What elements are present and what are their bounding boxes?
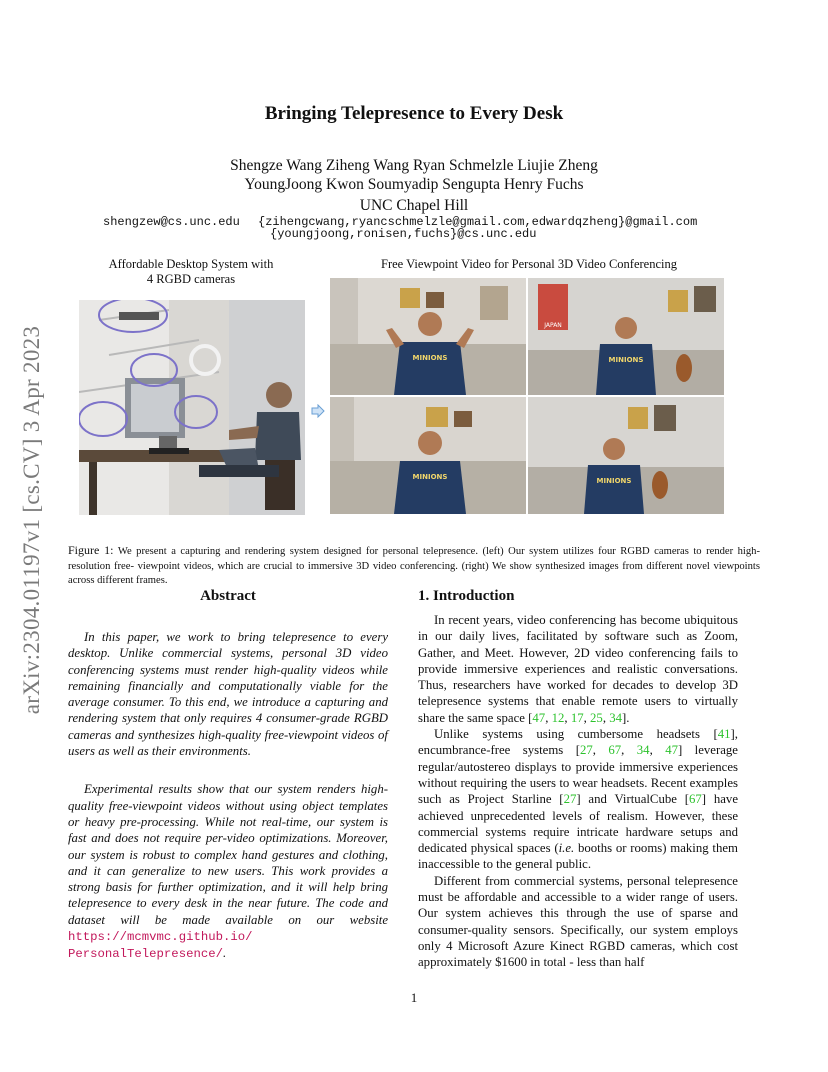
project-website-link[interactable]: https://mcmvmc.github.io/ PersonalTelepresence/ [68, 930, 253, 962]
citation-link[interactable]: 47 [532, 710, 546, 725]
page-number: 1 [410, 990, 418, 1005]
figure-caption-text: We present a capturing and rendering system designed for personal telepresence. (left) Our system utilizes four RGBD cameras to render high-resolution free- viewpoint videos, which are crucial to immersive 3D video conferencing. (right) We show synthesized images from different novel viewpoints across different frames. [68, 546, 760, 586]
citation-link[interactable]: 25 [590, 710, 603, 725]
citation-link[interactable]: 34 [609, 710, 623, 725]
intro-paragraph-1: In recent years, video conferencing has become ubiquitous in our daily lives, facilitated by software such as Zoom, Gather, and Meet. However, 2D video conferencing fails to provide immersive experiences and realistic conversations. Thus, researchers have worked for decades to develop 3D telepresence systems that enable remote users to virtually share the same space [47, 12, 17, 25, 34]. [418, 613, 738, 725]
figure-caption [68, 543, 760, 589]
shirt-text: MINIONS [412, 473, 448, 481]
intro-paragraph-3: Different from commercial systems, personal telepresence must be affordable and accessible to a wider range of users. Our system achieves this through the use of sparse and consumer-quality sensors. Specifically, our system employs only 4 Microsoft Azure Kinect RGBD cameras, which cost approximately $1600 in total - less than half [418, 873, 738, 970]
abstract-paragraph-2-text: Experimental results show that our system renders high-quality free-viewpoint videos without using object templates or heavy pre-processing. While not real-time, our system is fast and does not require per-video optimizations. Moreover, our system is robust to complex hand gestures and clothing, and it can generalize to new users. This work provides a strong basis for further optimization, and it will help bring telepresence to every desk in the near future. The code and dataset will be made available on our website [68, 782, 388, 927]
shirt-text: MINIONS [412, 354, 448, 362]
email-group-2: {youngjoong,ronisen,fuchs}@cs.unc.edu [270, 227, 537, 241]
introduction-body [418, 612, 738, 971]
desktop-setup-photo [79, 300, 305, 515]
affiliation: UNC Chapel Hill [359, 197, 469, 214]
introduction-heading: 1. Introduction [418, 588, 515, 604]
paper-title: Bringing Telepresence to Every Desk [264, 103, 564, 124]
novel-view-image [528, 397, 724, 514]
citation-link[interactable]: 12 [551, 710, 565, 725]
citation-link[interactable]: 34 [636, 743, 650, 758]
citation-link[interactable]: 47 [665, 743, 678, 758]
citation-link[interactable]: 67 [608, 743, 622, 758]
authors-line-2: YoungJoong Kwon Soumyadip Sengupta Henry Fuchs [244, 176, 584, 193]
shirt-text: MINIONS [596, 477, 632, 485]
authors-line-1: Shengze Wang Ziheng Wang Ryan Schmelzle Liujie Zheng [230, 157, 598, 174]
shirt-text: MINIONS [608, 356, 644, 364]
novel-view-image [528, 278, 724, 395]
figure-label: Figure 1: [68, 543, 114, 557]
intro-paragraph-2: Unlike systems using cumbersome headsets [41], encumbrance-free systems [27, 67, 34, 47] leverage regular/autostereo displays to provide immersive experiences without requiring the users to wear headsets. Recent examples such as Project Starline [27] and VirtualCube [67] have achieved unprecedented levels of realism. However, these commercial systems require intricate hardware setups and dedicated physical spaces (i.e. booths or rooms) making them inaccessible to the general public. [418, 727, 739, 872]
figure-right-caption: Free Viewpoint Video for Personal 3D Video Conferencing [381, 257, 677, 271]
abstract-body [68, 629, 388, 963]
poster-text: JAPAN [544, 322, 562, 329]
citation-link[interactable]: 41 [717, 727, 731, 742]
citation-link[interactable]: 27 [563, 792, 577, 807]
citation-link[interactable]: 27 [579, 743, 593, 758]
arrow-right-icon [311, 404, 325, 423]
figure-left-caption: Affordable Desktop System with 4 RGBD cameras [108, 257, 274, 286]
abstract-paragraph-2 [68, 781, 388, 962]
abstract-paragraph-2-end: . [222, 946, 227, 961]
abstract-heading: Abstract [200, 588, 256, 604]
novel-view-image [330, 397, 526, 514]
arxiv-identifier-text: arXiv:2304.01197v1 [cs.CV] 3 Apr 2023 [19, 325, 44, 715]
email-primary: shengzew@cs.unc.edu [103, 215, 240, 229]
novel-view-image [330, 278, 526, 395]
citation-link[interactable]: 17 [570, 710, 584, 725]
email-group-1: {zihengcwang,ryancschmelzle@gmail.com,edwardqzheng}@gmail.com [258, 215, 698, 229]
abstract-paragraph-1: In this paper, we work to bring telepresence to every desktop. Unlike commercial systems, personal 3D video conferencing systems must render high-quality videos while remaining financially and computationally viable for the average consumer. To this end, we introduce a capturing and rendering system that only requires 4 consumer-grade RGBD cameras and synthesizes high-quality free-viewpoint videos of users as well as their environments. [68, 630, 388, 759]
arxiv-identifier [12, 290, 52, 750]
citation-link[interactable]: 67 [689, 792, 702, 807]
